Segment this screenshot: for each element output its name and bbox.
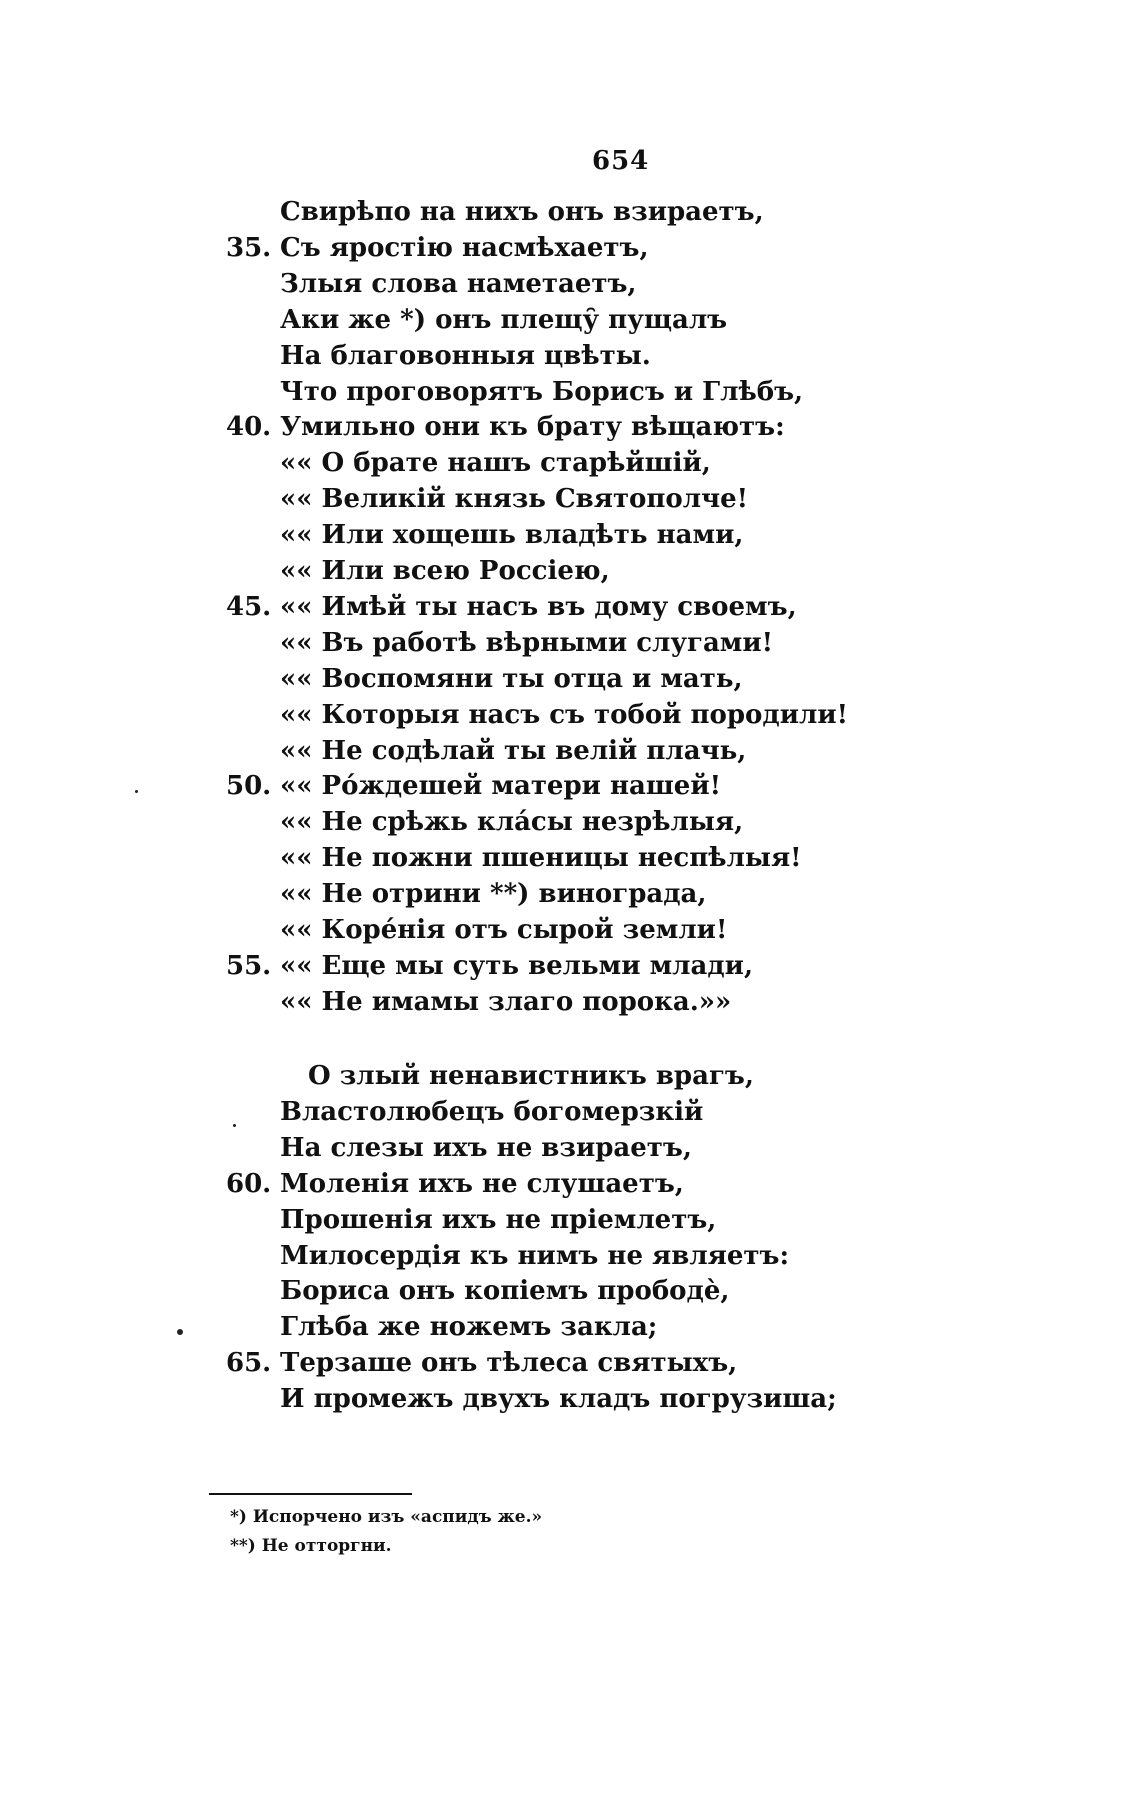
verse-text: «« Еще мы суть вельми млади, [280,950,754,981]
verse-text: «« Коре́нія отъ сырой земли! [280,915,728,945]
verse-text: «« Въ работѣ вѣрными слугами! [280,627,774,658]
print-speck [177,1329,183,1335]
verse-text: Прошенія ихъ не пріемлетъ, [280,1204,717,1235]
line-number: 50. [226,771,272,802]
footnote-rule [209,1493,412,1495]
verse-text: Свирѣпо на нихъ онъ взираетъ, [280,197,764,227]
verse-text: «« Не пожни пшеницы неспѣлыя! [280,843,802,874]
verse-text: «« Или всею Россіею, [280,556,610,586]
line-number: 65. [226,1348,272,1379]
print-speck [135,790,138,793]
verse-text: На благовонныя цвѣты. [280,340,651,371]
verse-text: Моленія ихъ не слушаетъ, [280,1168,684,1199]
footnote: *) Испорчено изъ «аспидъ же.» [230,1507,543,1527]
verse-text: «« О брате нашъ старѣйшій, [280,448,711,479]
line-number: 45. [226,591,272,622]
line-number: 35. [226,232,272,263]
verse-text: «« Не содѣлай ты велій плачь, [280,735,747,766]
verse-text: «« Не имамы злаго порока.»» [280,986,732,1017]
verse-text: На слезы ихъ не взираетъ, [280,1132,692,1163]
verse-text: Терзаше онъ тѣлеса святыхъ, [280,1348,738,1379]
verse-text: Властолюбецъ богомерзкій [280,1096,704,1127]
verse-text: Бориса онъ копіемъ прободѐ, [280,1276,730,1307]
line-number: 55. [226,950,272,981]
verse-text: О злый ненавистникъ врагъ, [308,1061,754,1091]
verse-text: «« Великій князь Святополче! [280,484,749,515]
verse-text: Съ яростію насмѣхаетъ, [280,232,649,263]
verse-text: Умильно они къ брату вѣщаютъ: [280,412,785,443]
line-number: 60. [226,1168,272,1199]
verse-text: Милосердія къ нимъ не являетъ: [280,1240,790,1271]
verse-text: И промежъ двухъ кладъ погрузиша; [280,1384,837,1415]
verse-text: «« Ро́ждешей матери нашей! [280,771,722,802]
page-number: 654 [592,146,650,176]
verse-text: «« Не срѣжь кла́сы незрѣлыя, [280,807,744,838]
verse-text: Злыя слова наметаетъ, [280,268,637,299]
verse-text: «« Не отрини **) винограда, [280,879,707,910]
verse-text: Что проговорятъ Борисъ и Глѣбъ, [280,376,804,407]
verse-text: «« Воспомяни ты отца и мать, [280,663,743,694]
verse-text: Глѣба же ножемъ закла; [280,1312,658,1343]
verse-text: «« Или хощешь владѣть нами, [280,520,744,551]
print-speck [233,1124,236,1127]
line-number: 40. [226,412,272,443]
verse-text: «« Которыя насъ съ тобой породили! [280,699,849,730]
verse-text: Аки же *) онъ плещу̑ пущалъ [280,304,728,335]
verse-text: «« Имѣй ты насъ въ дому своемъ, [280,591,797,622]
footnote: **) Не отторгни. [230,1536,392,1556]
